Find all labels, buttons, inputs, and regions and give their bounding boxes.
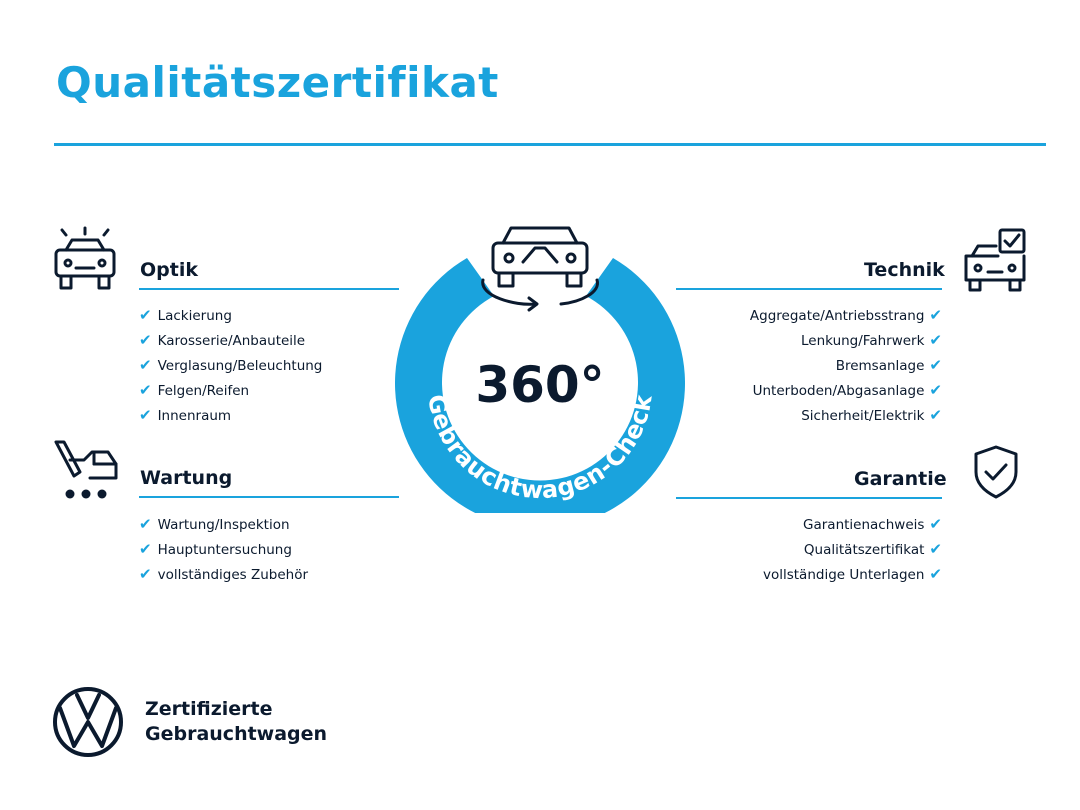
check-icon: ✔ [139,306,152,324]
check-icon: ✔ [929,540,942,558]
check-icon: ✔ [139,356,152,374]
garantie-list [763,512,942,587]
footer-line-1: Zertifizierte [145,698,273,720]
footer-line-2: Gebrauchtwagen [145,723,328,745]
list-item: Qualitätszertifikat ✔ [803,540,942,558]
section-title-optik: Optik [140,259,198,281]
wartung-list [139,512,308,587]
check-icon: ✔ [139,406,152,424]
vw-logo [52,686,124,762]
list-item: Bremsanlage ✔ [835,356,942,374]
check-icon: ✔ [139,381,152,399]
list-item: ✔ Verglasung/Beleuchtung [139,356,323,374]
section-divider-optik [139,288,399,290]
list-item: ✔ vollständiges Zubehör [139,565,309,583]
check-icon: ✔ [139,565,152,583]
footer-brand-text [145,697,327,747]
check-icon: ✔ [139,515,152,533]
list-item: ✔ Wartung/Inspektion [139,515,290,533]
list-item: vollständige Unterlagen ✔ [762,565,942,583]
check-icon: ✔ [929,381,942,399]
list-item: Unterboden/Abgasanlage ✔ [752,381,942,399]
car-lights-icon [52,226,118,298]
car-check-icon [962,226,1030,298]
check-icon: ✔ [139,540,152,558]
section-divider-garantie [676,497,942,499]
check-icon: ✔ [139,331,152,349]
check-360-badge [395,218,685,513]
list-item: ✔ Innenraum [139,406,232,424]
list-item: ✔ Felgen/Reifen [139,381,250,399]
section-divider-technik [676,288,942,290]
list-item: Aggregate/Antriebsstrang ✔ [749,306,942,324]
list-item: ✔ Karosserie/Anbauteile [139,331,306,349]
section-divider-wartung [139,496,399,498]
title-divider [54,143,1046,146]
degrees-label: 360° [475,356,605,414]
check-icon: ✔ [929,565,942,583]
check-icon: ✔ [929,331,942,349]
list-item: ✔ Hauptuntersuchung [139,540,292,558]
check-icon: ✔ [929,515,942,533]
shield-check-icon [972,444,1020,504]
technik-list [750,303,942,428]
car-rotate-icon [483,228,598,310]
section-title-garantie: Garantie [854,468,947,490]
check-icon: ✔ [929,306,942,324]
wrench-car-icon [50,438,122,506]
list-item: Sicherheit/Elektrik ✔ [801,406,942,424]
check-icon: ✔ [929,406,942,424]
section-title-wartung: Wartung [140,467,233,489]
list-item: Garantienachweis ✔ [803,515,942,533]
arc-label: Gebrauchtwagen-Check [422,392,658,505]
list-item: ✔ Lackierung [139,306,232,324]
list-item: Lenkung/Fahrwerk ✔ [801,331,942,349]
optik-list [139,303,322,428]
section-title-technik: Technik [864,259,945,281]
check-icon: ✔ [929,356,942,374]
page-title: Qualitätszertifikat [56,58,499,107]
